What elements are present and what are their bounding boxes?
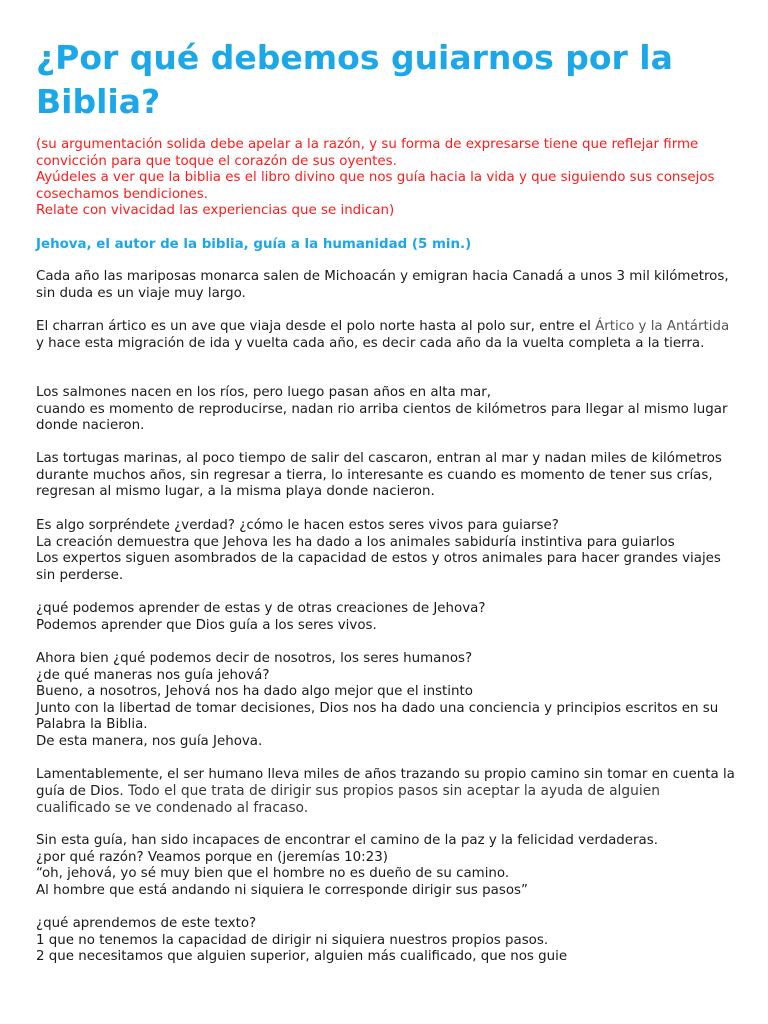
paragraph-text: Lamentablemente, el ser humano lleva miles de años trazando su propio camino sin tomar en cuenta la guía de Dios.	[36, 767, 735, 799]
paragraph-quote-text: Todo el que trata de dirigir sus propios pasos sin aceptar la ayuda de alguien cualificado se ve condenado al fracaso.	[36, 783, 660, 816]
paragraph-line: Sin esta guía, han sido incapaces de encontrar el camino de la paz y la felicidad verdaderas.	[36, 833, 658, 848]
tern-text: El charran ártico es un ave que viaja desde el polo norte hasta al polo sur, entre el	[36, 319, 596, 334]
paragraph-lesson	[36, 601, 736, 634]
paragraph-line: ¿qué aprendemos de este texto?	[36, 916, 257, 931]
paragraph-line: Los expertos siguen asombrados de la capacidad de estos y otros animales para hacer grandes viajes sin perderse.	[36, 551, 721, 583]
paragraph-tern	[36, 319, 736, 352]
intro-instructions	[36, 137, 736, 220]
intro-line: Ayúdeles a ver que la biblia es el libro divino que nos guía hacia la vida y que siguiendo sus consejos cosechamos bendiciones.	[36, 170, 715, 202]
paragraph-line: Las tortugas marinas, al poco tiempo de salir del cascaron, entran al mar y nadan miles de kilómetros durante muchos años, sin regresar a tierra, lo interesante es cuando es momento de tener sus crías, regresan al mismo lugar, a la misma playa donde nacieron.	[36, 451, 722, 500]
page-title: ¿Por qué debemos guiarnos por la Biblia?	[36, 38, 673, 121]
paragraph-line: Cada año las mariposas monarca salen de Michoacán y emigran hacia Canadá a unos 3 mil kilómetros, sin duda es un viaje muy largo.	[36, 269, 729, 301]
paragraph-line: ¿de qué maneras nos guía jehová?	[36, 667, 270, 683]
paragraph-humans	[36, 651, 736, 751]
paragraph-line	[36, 319, 729, 334]
intro-line: Relate con vivacidad las experiencias que se indican)	[36, 203, 395, 219]
section-heading: Jehova, el autor de la biblia, guía a la humanidad (5 min.)	[36, 237, 472, 252]
paragraph-line: “oh, jehová, yo sé muy bien que el hombre no es dueño de su camino.	[36, 866, 510, 882]
paragraph-unfortunately	[36, 766, 736, 817]
intro-line: (su argumentación solida debe apelar a la razón, y su forma de expresarse tiene que reflejar firme convicción para que toque el corazón de sus oyentes.	[36, 137, 699, 169]
paragraph-line: cuando es momento de reproducirse, nadan rio arriba cientos de kilómetros para llegar al mismo lugar donde nacieron.	[36, 401, 728, 434]
paragraph-line: Al hombre que está andando ni siquiera le corresponde dirigir sus pasos”	[36, 882, 528, 898]
paragraph-line: Junto con la libertad de tomar decisiones, Dios nos ha dado una conciencia y principios escritos en su Palabra la Biblia.	[36, 700, 719, 733]
paragraph-monarch	[36, 269, 736, 302]
paragraph-salmon	[36, 385, 736, 435]
paragraph-scripture	[36, 833, 736, 899]
paragraph-line: Bueno, a nosotros, Jehová nos ha dado algo mejor que el instinto	[36, 684, 473, 700]
paragraph-line: De esta manera, nos guía Jehova.	[36, 733, 263, 749]
paragraph-line: La creación demuestra que Jehova les ha dado a los animales sabiduría instintiva para guiarlos	[36, 534, 675, 550]
paragraph-line: y hace esta migración de ida y vuelta cada año, es decir cada año da la vuelta completa a la tierra.	[36, 335, 705, 351]
paragraph-learning	[36, 916, 736, 966]
paragraph-line: 1 que no tenemos la capacidad de dirigir ni siquiera nuestros propios pasos.	[36, 932, 549, 948]
paragraph-guidance	[36, 518, 736, 584]
paragraph-line: Es algo sorpréndete ¿verdad? ¿cómo le hacen estos seres vivos para guiarse?	[36, 518, 559, 533]
paragraph-line: Ahora bien ¿qué podemos decir de nosotros, los seres humanos?	[36, 651, 473, 666]
paragraph-line: ¿por qué razón? Veamos porque en (jeremías 10:23)	[36, 849, 388, 865]
paragraph-line: Podemos aprender que Dios guía a los seres vivos.	[36, 617, 377, 633]
tern-link-text: Ártico y la Antártida	[595, 319, 730, 334]
paragraph-line: ¿qué podemos aprender de estas y de otras creaciones de Jehova?	[36, 601, 486, 616]
paragraph-turtles	[36, 451, 736, 501]
paragraph-line: 2 que necesitamos que alguien superior, alguien más cualificado, que nos guie	[36, 949, 568, 965]
paragraph-line: Los salmones nacen en los ríos, pero luego pasan años en alta mar,	[36, 385, 491, 400]
